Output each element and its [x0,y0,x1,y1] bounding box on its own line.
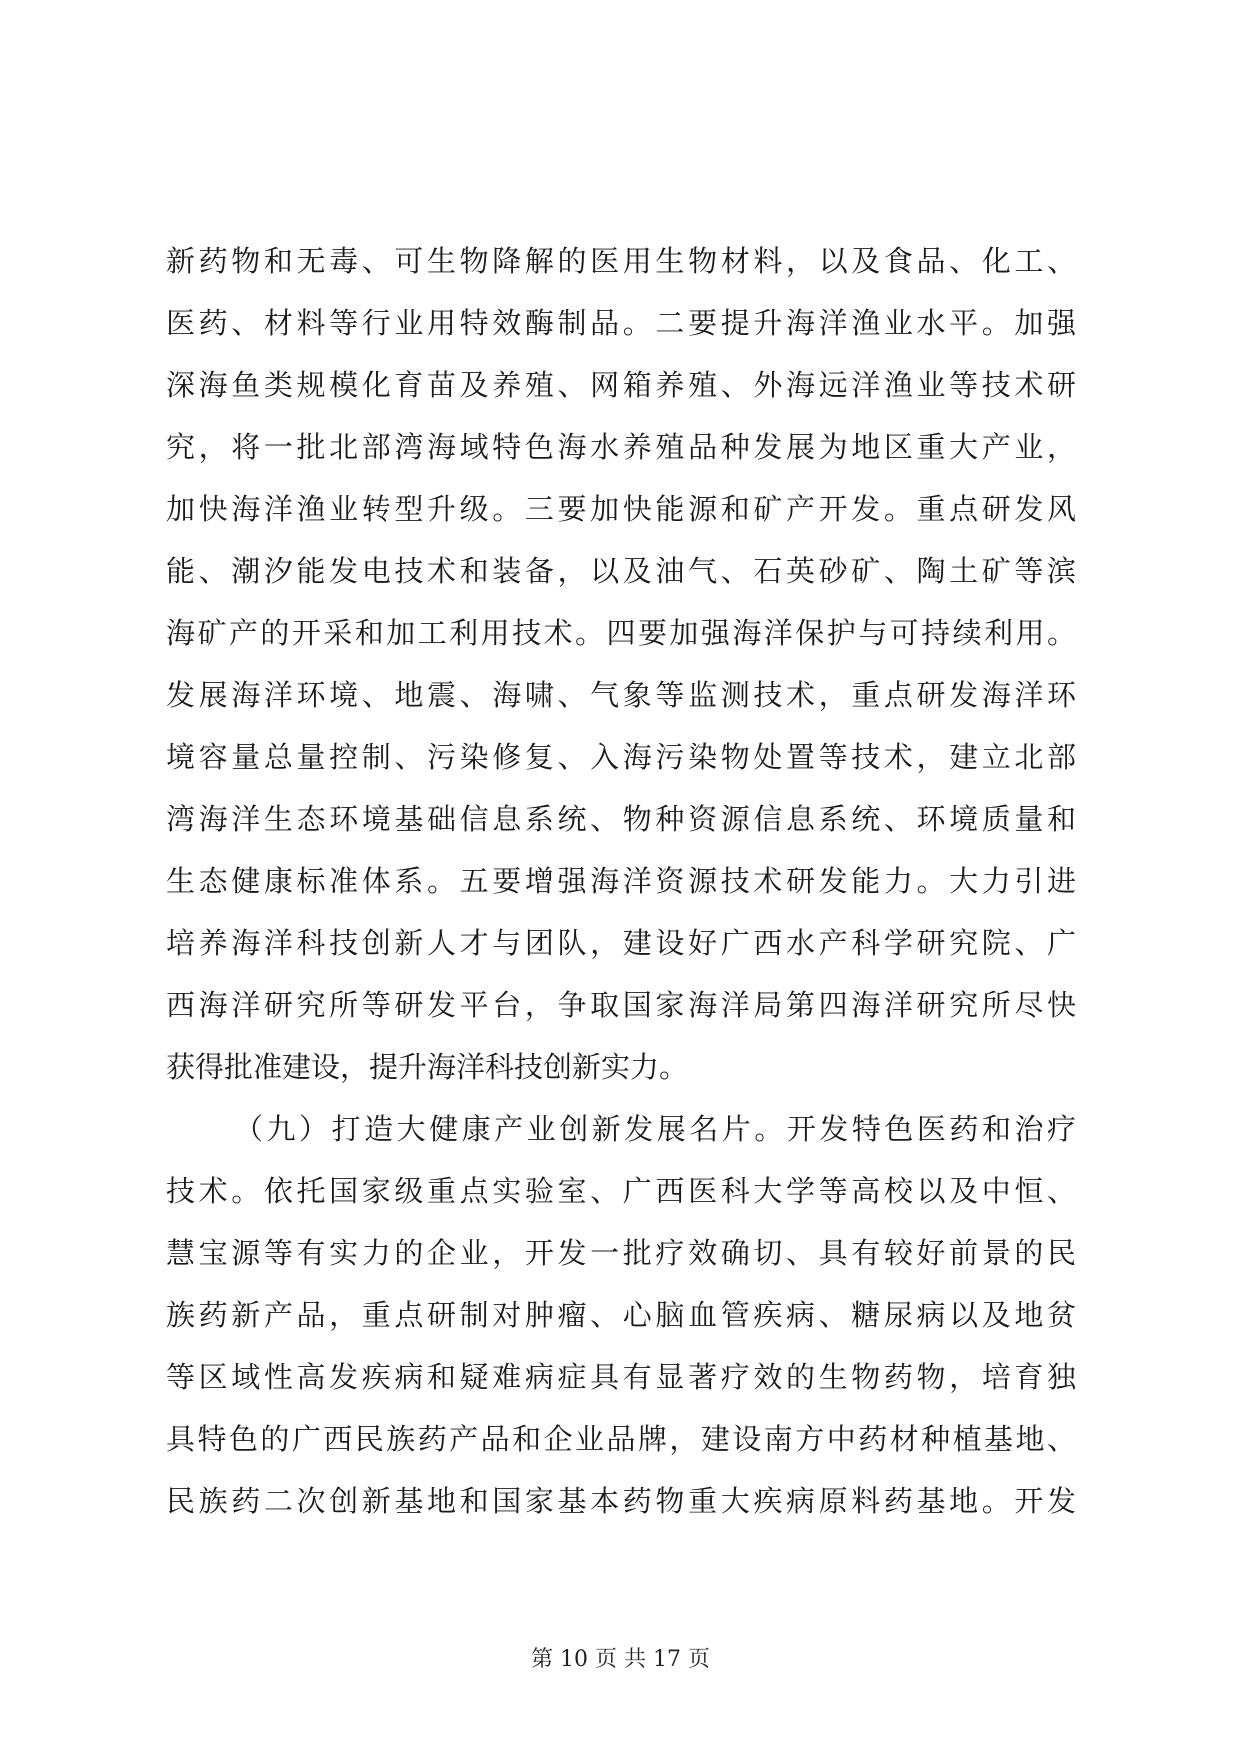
section-heading-line: （九）打造大健康产业创新发展名片。开发特色医药和治疗 [234,1112,1076,1146]
text-line: 生态健康标准体系。五要增强海洋资源技术研发能力。大力引进 [166,864,1076,898]
text-line: 境容量总量控制、污染修复、入海污染物处置等技术，建立北部 [166,740,1076,774]
text-line: 发展海洋环境、地震、海啸、气象等监测技术，重点研发海洋环 [166,678,1076,712]
text-line: 能、潮汐能发电技术和装备，以及油气、石英砂矿、陶土矿等滨 [166,554,1076,588]
text-line: 培养海洋科技创新人才与团队，建设好广西水产科学研究院、广 [166,926,1076,960]
text-line: 新药物和无毒、可生物降解的医用生物材料，以及食品、化工、 [166,244,1076,278]
text-line: 加快海洋渔业转型升级。三要加快能源和矿产开发。重点研发风 [166,492,1076,526]
page-number-footer: 第 10 页 共 17 页 [531,1647,710,1672]
text-line: 具特色的广西民族药产品和企业品牌，建设南方中药材种植基地、 [166,1422,1076,1456]
text-line: 技术。依托国家级重点实验室、广西医科大学等高校以及中恒、 [166,1174,1076,1208]
paragraph-end-line: 获得批准建设，提升海洋科技创新实力。 [166,1050,689,1084]
text-line: 慧宝源等有实力的企业，开发一批疗效确切、具有较好前景的民 [166,1236,1076,1270]
text-line: 等区域性高发疾病和疑难病症具有显著疗效的生物药物，培育独 [166,1360,1076,1394]
text-line: 究，将一批北部湾海域特色海水养殖品种发展为地区重大产业， [166,430,1076,464]
text-line: 深海鱼类规模化育苗及养殖、网箱养殖、外海远洋渔业等技术研 [166,368,1076,402]
text-line: 族药新产品，重点研制对肿瘤、心脑血管疾病、糖尿病以及地贫 [166,1298,1076,1332]
text-line: 西海洋研究所等研发平台，争取国家海洋局第四海洋研究所尽快 [166,988,1076,1022]
text-line: 海矿产的开采和加工利用技术。四要加强海洋保护与可持续利用。 [166,616,1076,650]
text-line: 民族药二次创新基地和国家基本药物重大疾病原料药基地。开发 [166,1484,1076,1518]
body-text [166,230,1076,1532]
text-line: 湾海洋生态环境基础信息系统、物种资源信息系统、环境质量和 [166,802,1076,836]
text-line: 医药、材料等行业用特效酶制品。二要提升海洋渔业水平。加强 [166,306,1076,340]
